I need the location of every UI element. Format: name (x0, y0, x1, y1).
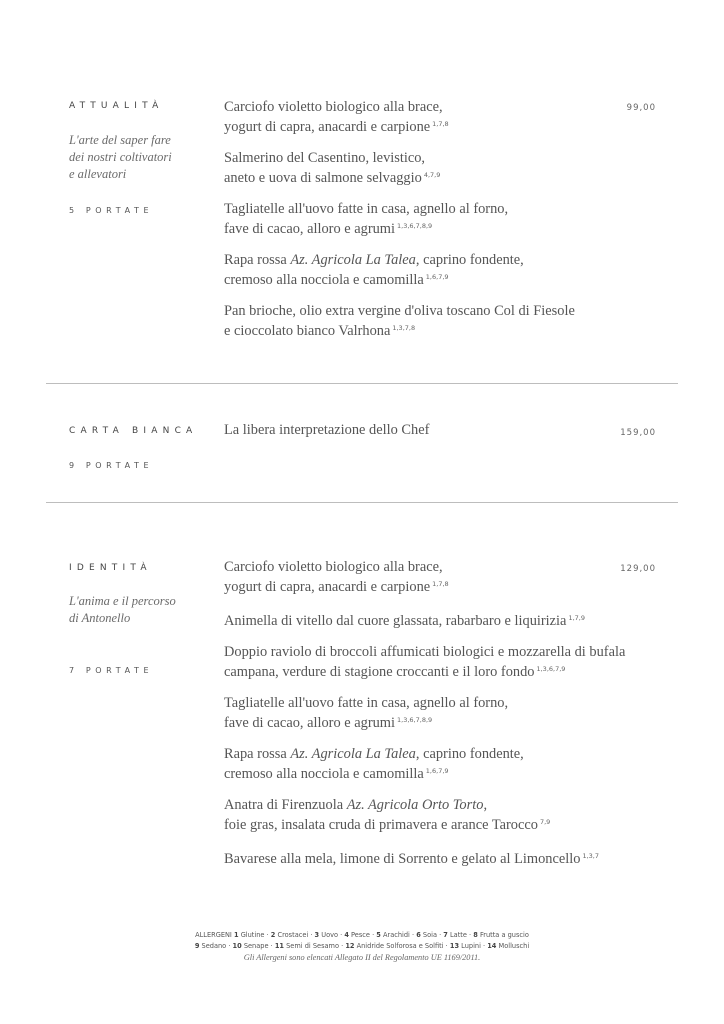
dish-item: Pan brioche, olio extra vergine d'oliva toscano Col di Fiesole e cioccolato bianco Valrhona $^{1,3,7,8}$ (224, 303, 575, 339)
menu-title: IDENTITÀ (69, 563, 152, 573)
subtitle-line: L'arte del saper fare (69, 133, 171, 147)
allergen-legend (0, 930, 724, 963)
menu-title: CARTA BIANCA (69, 426, 198, 436)
menu-price: 99,00 (626, 103, 656, 113)
subtitle-line: dei nostri coltivatori (69, 150, 172, 164)
courses-count: 7 PORTATE (69, 666, 154, 675)
allergen-codes: 1,6,7,9 (425, 767, 449, 775)
dish-item: Anatra di Firenzuola Az. Agricola Orto Torto, foie gras, insalata cruda di primavera e arance Tarocco $^{7,9}$ (224, 797, 551, 833)
allergen-codes: 1,7,8 (432, 120, 449, 128)
courses-count: 9 PORTATE (69, 461, 154, 470)
menu-price: 129,00 (620, 564, 656, 574)
allergen-codes: 1,3,7 (582, 852, 599, 860)
allergen-codes: 1,3,6,7,8,9 (397, 716, 433, 724)
subtitle-line: e allevatori (69, 167, 127, 181)
allergen-legend-line-2: 9 Sedano · 10 Senape · 11 Semi di Sesamo · 12 Anidride Solforosa e Solfiti · 13 Lupini · 14 Molluschi (194, 942, 530, 950)
allergen-codes: 1,7,8 (432, 580, 449, 588)
dish-item: Doppio raviolo di broccoli affumicati biologici e mozzarella di bufala campana, verdure di stagione croccanti e il loro fondo $^{1,3,6,7,9}$ (224, 644, 626, 680)
section-divider (46, 502, 678, 503)
subtitle-line: di Antonello (69, 611, 131, 625)
allergen-legend-line-1: ALLERGENI 1 Glutine · 2 Crostacei · 3 Uovo · 4 Pesce · 5 Arachidi · 6 Soia · 7 Latte · 8 Frutta a guscio (195, 931, 529, 939)
dish-item: Salmerino del Casentino, levistico, aneto e uova di salmone selvaggio $^{4,7,9}$ (224, 150, 441, 186)
dish-item: Carciofo violetto biologico alla brace, yogurt di capra, anacardi e carpione $^{1,7,8}$ (224, 99, 449, 135)
dish-item: Carciofo violetto biologico alla brace, yogurt di capra, anacardi e carpione $^{1,7,8}$ (224, 559, 449, 595)
allergen-codes: 1,3,6,7,8,9 (397, 222, 433, 230)
menu-price: 159,00 (620, 428, 656, 438)
allergen-regulation-note: Gli Allergeni sono elencati Allegato II del Regolamento UE 1169/2011. (243, 953, 481, 962)
subtitle-line: L'anima e il percorso (69, 594, 176, 608)
allergen-codes: 1,3,6,7,9 (536, 665, 566, 673)
allergen-codes: 1,3,7,8 (392, 324, 416, 332)
section-divider (46, 383, 678, 384)
dish-item: Rapa rossa Az. Agricola La Talea, caprino fondente, cremoso alla nocciola e camomilla $^{1,6,7,9}$ (224, 746, 524, 782)
dish-item: Tagliatelle all'uovo fatte in casa, agnello al forno, fave di cacao, alloro e agrumi $^{1,3,6,7,8,9}$ (224, 201, 509, 237)
menu-description: La libera interpretazione dello Chef (224, 422, 430, 438)
menu-subtitle (69, 593, 219, 627)
allergen-codes: 1,6,7,9 (425, 273, 449, 281)
allergen-codes: 7,9 (539, 818, 551, 826)
courses-count: 5 PORTATE (69, 206, 154, 215)
dish-item: Animella di vitello dal cuore glassata, rabarbaro e liquirizia $^{1,7,9}$ (224, 613, 585, 629)
dish-item: Bavarese alla mela, limone di Sorrento e gelato al Limoncello $^{1,3,7}$ (224, 851, 599, 867)
dish-item: Rapa rossa Az. Agricola La Talea, caprino fondente, cremoso alla nocciola e camomilla $^{1,6,7,9}$ (224, 252, 524, 288)
menu-title: ATTUALITÀ (69, 101, 164, 111)
menu-subtitle (69, 132, 219, 183)
allergen-codes: 1,7,9 (568, 614, 585, 622)
dish-item: Tagliatelle all'uovo fatte in casa, agnello al forno, fave di cacao, alloro e agrumi $^{1,3,6,7,8,9}$ (224, 695, 509, 731)
allergen-codes: 4,7,9 (423, 171, 441, 179)
